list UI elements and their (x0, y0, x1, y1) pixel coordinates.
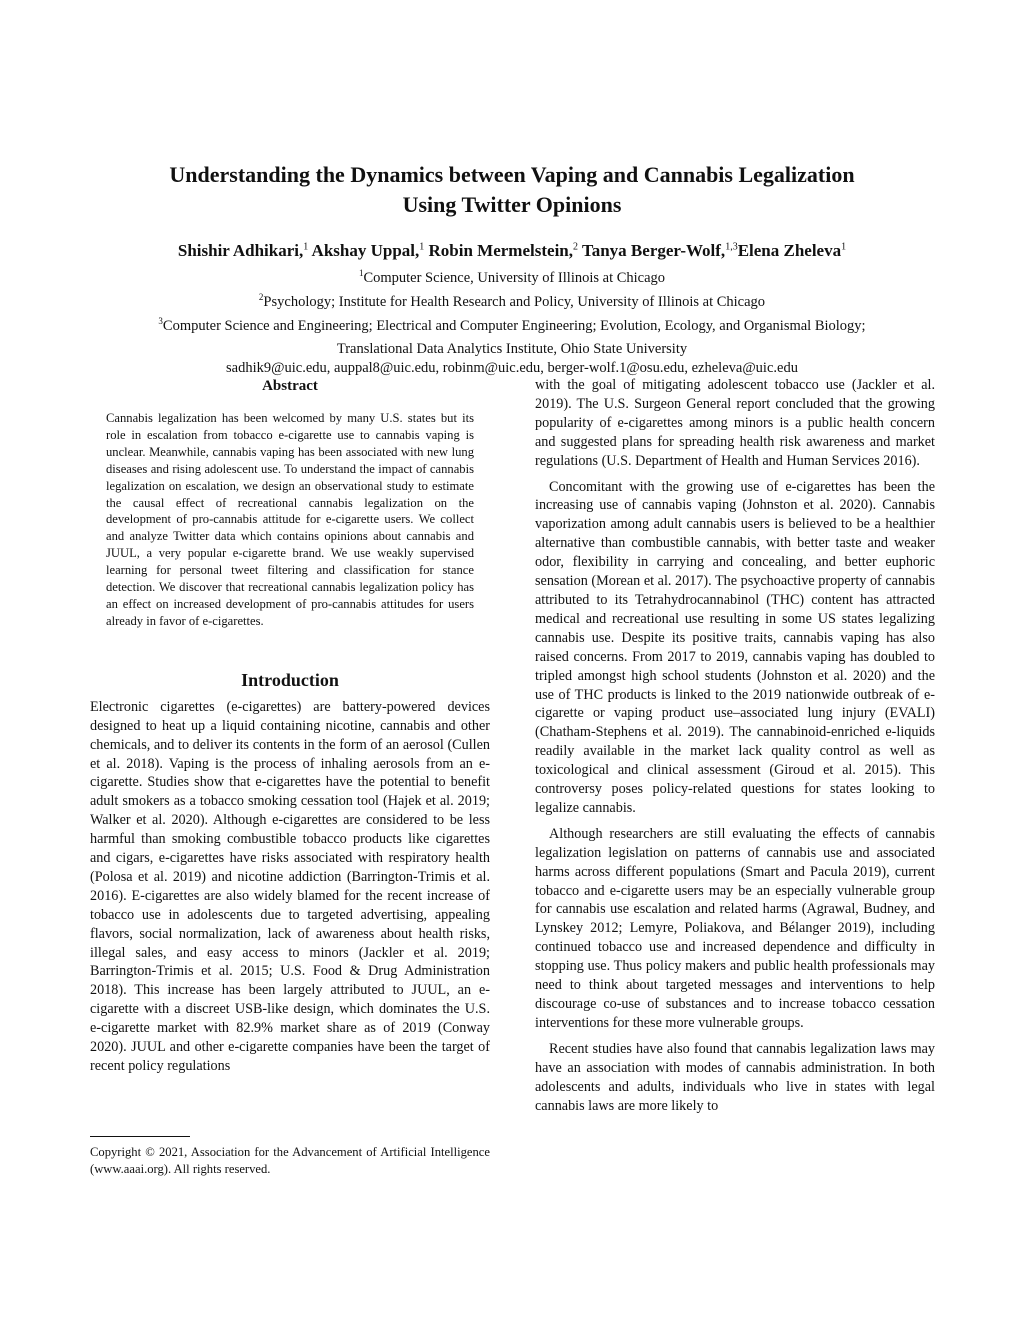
author: Akshay Uppal,$^1$ (311, 240, 425, 260)
author: Shishir Adhikari,$^1$ (177, 240, 309, 260)
title-line-1: Understanding the Dynamics between Vaping and Cannabis Legalization (169, 162, 855, 187)
abstract-heading: Abstract (262, 378, 318, 394)
intro-paragraph-1: Electronic cigarettes (e-cigarettes) are battery-powered devices designed to heat up a liquid containing nicotine, cannabis and other chemicals, and to deliver its contents in the form of an aerosol (Cullen et al. 2018). Vaping is the process of inhaling aerosols from an e-cigarette. Studies show that e-cigarettes have the potential to benefit adult smokers as a tobacco smoking cessation tool (Hajek et al. 2019; Walker et al. 2020). Although e-cigarettes are considered to be less harmful than smoking combustible tobacco products like cigarettes and cigars, e-cigarettes have risks associated with respiratory health (Polosa et al. 2019) and nicotine addiction (Barrington-Trimis et al. 2016). E-cigarettes are also widely blamed for the recent increase of tobacco use in adolescents due to targeted advertising, appealing flavors, social normalization, lack of awareness about health risks, illegal sales, and easy access to minors (Jackler et al. 2019; Barrington-Trimis et al. 2015; U.S. Food & Drug Administration 2018). This increase has been largely attributed to JUUL, an e-cigarette with a discreet USB-like design, which dominates the U.S. e-cigarette market with 82.9% market share as of 2019 (Conway 2020). JUUL and other e-cigarette companies have been the target of recent policy regulations (90, 698, 490, 1074)
author-list (60, 236, 964, 262)
intro-paragraph-4: Recent studies have also found that cannabis legalization laws may have an association with modes of cannabis administration. In both adolescents and adults, individuals who live in states with legal cannabis laws are more likely to (535, 1040, 935, 1114)
intro-paragraph-2: Concomitant with the growing use of e-cigarettes has been the increasing use of cannabis vaping (Johnston et al. 2020). Cannabis vaporization among adult cannabis users is believed to be a healthier alternative than combustible cannabis, with better taste and weaker odor, flexibility in carrying and concealing, and better euphoric sensation (Morean et al. 2017). The psychoactive property of cannabis attributed to its Tetrahydrocannabinol (THC) content has attracted medical and recreational use resulting in some US states legalizing cannabis use. Despite its positive traits, cannabis vaping has also raised concerns. From 2017 to 2019, cannabis vaping has doubled to tripled amongst high school students (Johnston et al. 2020) and the use of THC products is linked to the 2019 nationwide outbreak of e-cigarette or vaping product use–associated lung injury (EVALI) (Chatham-Stephens et al. 2019). The cannabinoid-enriched e-liquids readily available in the market lack quality control as well as toxicological and clinical assessment (Giroud et al. 2015). This controversy poses policy-related questions for states looking to legalize cannabis. (535, 478, 935, 816)
author: Robin Mermelstein,$^2$ (428, 240, 578, 260)
title-line-2: Using Twitter Opinions (402, 192, 622, 217)
affiliation: $^3$Computer Science and Engineering; Electrical and Computer Engineering; Evolution, Ecology, and Organismal Biology; (158, 315, 866, 334)
author: Elena Zheleva$^1$ (737, 240, 847, 260)
intro-paragraph-continued: with the goal of mitigating adolescent tobacco use (Jackler et al. 2019). The U.S. Surgeon General report concluded that the growing popularity of e-cigarettes among minors is a public health concern and suggested plans for spreading health risk awareness and market regulations (U.S. Department of Health and Human Services 2016). (535, 377, 935, 469)
author: Tanya Berger-Wolf,$^{1,3}$ (581, 240, 738, 260)
affiliation: $^2$Psychology; Institute for Health Research and Policy, University of Illinois at Chicago (258, 291, 766, 310)
introduction-heading: Introduction (241, 669, 339, 690)
affiliation: Translational Data Analytics Institute, Ohio State University (336, 341, 688, 358)
affiliations (60, 264, 964, 378)
abstract-text: Cannabis legalization has been welcomed by many U.S. states but its role in escalation from tobacco e-cigarette use to cannabis vaping is unclear. Meanwhile, cannabis vaping has been associated with new lung diseases and rising adolescent use. To understand the impact of cannabis legalization on escalation, we design an observational study to estimate the causal effect of recreational cannabis legalization on the development of pro-cannabis attitude for e-cigarette users. We collect and analyze Twitter data which contains opinions about cannabis and JUUL, a very popular e-cigarette brand. We use weakly supervised learning for personal tweet filtering and classification for stance detection. We discover that recreational cannabis legalization policy has an effect on increased development of pro-cannabis attitudes for users already in favor of e-cigarettes. (106, 411, 474, 628)
left-column (90, 376, 490, 1076)
footnote-rule (90, 1136, 190, 1137)
intro-paragraph-3: Although researchers are still evaluating the effects of cannabis legalization legislation on patterns of cannabis use and associated harms across different populations (Smart and Pacula 2019), current tobacco and e-cigarette users may be an especially vulnerable group for cannabis use escalation and related harms (Agrawal, Budney, and Lynskey 2012; Lemyre, Poliakova, and Bélanger 2019), including continued tobacco use and increased dependence and difficulty in stopping use. Thus policy makers and public health professionals may need to think about targeted messages and interventions to help discourage co-use of substances and to increase tobacco cessation interventions for these more vulnerable groups. (535, 825, 935, 1031)
copyright-footnote: Copyright © 2021, Association for the Advancement of Artificial Intelligence (www.aaai.org). All rights reserved. (90, 1145, 490, 1176)
author-emails: sadhik9@uic.edu, auppal8@uic.edu, robinm@uic.edu, berger-wolf.1@osu.edu, ezheleva@uic.edu (226, 360, 798, 377)
paper-title (80, 160, 944, 220)
affiliation: $^1$Computer Science, University of Illinois at Chicago (358, 268, 666, 286)
right-column (535, 376, 935, 1115)
